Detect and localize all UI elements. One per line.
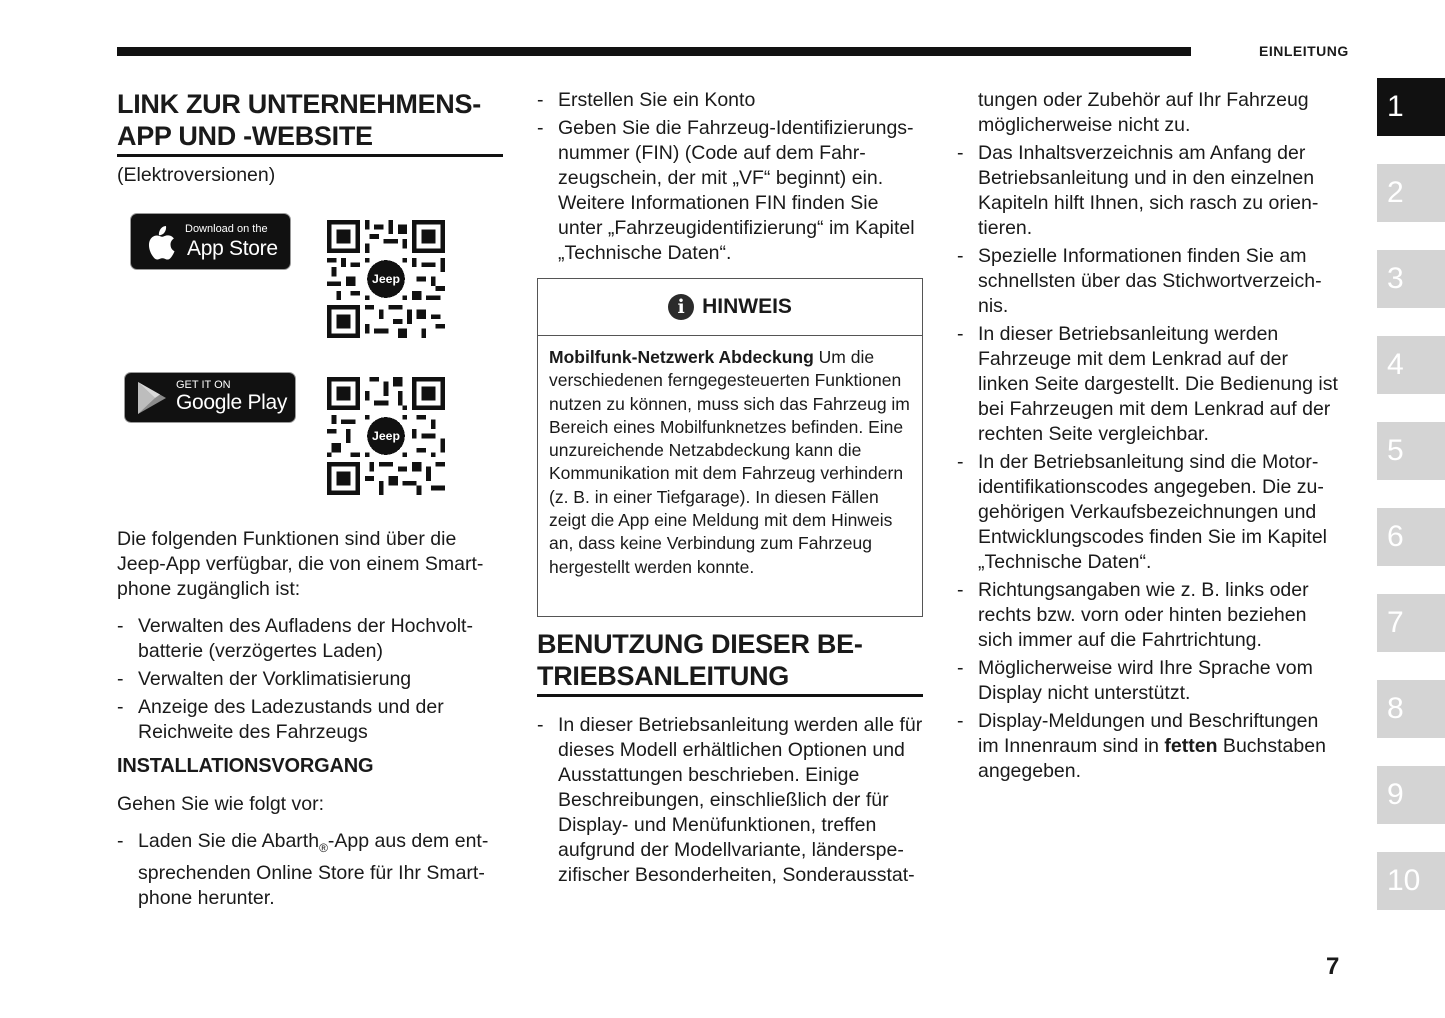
tab-chapter-10[interactable]: 10 bbox=[1377, 852, 1445, 910]
note-body bbox=[538, 336, 922, 589]
heading-line: BENUTZUNG DIESER BE- bbox=[537, 629, 863, 659]
app-store-badge[interactable] bbox=[130, 213, 291, 270]
note-box bbox=[537, 278, 923, 617]
heading-using-manual bbox=[537, 628, 923, 697]
install-step-text: Laden Sie die Abarth bbox=[138, 830, 320, 852]
continuation-text: tungen oder Zubehör auf Ihr Fahrzeug möglicherweise nicht zu. bbox=[978, 89, 1309, 136]
tab-chapter-7[interactable]: 7 bbox=[1377, 594, 1445, 652]
list-item bbox=[957, 709, 1343, 784]
google-play-small-label: GET IT ON bbox=[176, 379, 231, 391]
tab-chapter-9[interactable]: 9 bbox=[1377, 766, 1445, 824]
tab-chapter-4[interactable]: 4 bbox=[1377, 336, 1445, 394]
heading-line: LINK ZUR UNTERNEHMENS- bbox=[117, 89, 481, 119]
qr-jeep-logo: Jeep bbox=[372, 272, 400, 287]
list-item: - In der Betriebsanleitung sind die Motoridentifikationscodes angegeben. Die zugehörigen Verkaufsbezeichnungen und Entwicklungscodes finden Sie im Kapitel „Technische Daten“. bbox=[957, 450, 1343, 575]
column-2-lower bbox=[537, 628, 923, 891]
tab-chapter-6[interactable]: 6 bbox=[1377, 508, 1445, 566]
heading-installation: INSTALLATIONSVORGANG bbox=[117, 755, 374, 777]
tab-chapter-2[interactable]: 2 bbox=[1377, 164, 1445, 222]
qr-code-google-play bbox=[327, 377, 445, 495]
column-1-text bbox=[117, 527, 503, 914]
tab-chapter-1[interactable]: 1 bbox=[1377, 78, 1445, 136]
install-step-text: -App aus dem entsprechenden Online Store für Ihr Smartphone herunter. bbox=[138, 830, 489, 909]
heading-company-app bbox=[117, 88, 503, 157]
note-lead: Mobilfunk-Netzwerk Abdeckung bbox=[549, 347, 814, 367]
info-icon: i bbox=[668, 294, 694, 320]
app-store-small-label: Download on the bbox=[185, 223, 268, 235]
column-2 bbox=[537, 88, 923, 269]
list-item: - Anzeige des Ladezustands und der Reichweite des Fahrzeugs bbox=[117, 695, 503, 745]
page-number: 7 bbox=[1326, 953, 1340, 980]
list-item bbox=[117, 829, 503, 911]
list-item-text: Buchstaben angegeben. bbox=[978, 735, 1326, 782]
list-item: - In dieser Betriebsanleitung werden alle für dieses Modell erhältlichen Optionen und Ausstattungen beschrieben. Einige Beschreibungen, einschließlich der für Display- und Menüfunktionen, treffen aufgrund der Modellvariante, länderspezifischer Besonderheiten, Sonderausstat- bbox=[537, 713, 923, 888]
header-rule bbox=[117, 47, 1191, 56]
google-play-big-label: Google Play bbox=[176, 391, 288, 414]
heading-line: TRIEBSANLEITUNG bbox=[537, 661, 790, 691]
column-3 bbox=[957, 88, 1343, 787]
bold-word: fetten bbox=[1164, 735, 1218, 757]
manual-usage-list-continued bbox=[957, 141, 1343, 784]
list-item: - Spezielle Informationen finden Sie am schnellsten über das Stichwortverzeichnis. bbox=[957, 244, 1343, 319]
list-item: - Richtungsangaben wie z. B. links oder rechts bzw. vorn oder hinten beziehen sich immer auf die Fahrtrichtung. bbox=[957, 578, 1343, 653]
list-item: - Erstellen Sie ein Konto bbox=[537, 88, 923, 113]
list-item: - Geben Sie die Fahrzeug-Identifizierungsnummer (FIN) (Code auf dem Fahrzeugschein, der mit „VF“ beginnt) ein. Weitere Informationen FIN finden Sie unter „Fahrzeugidentifizierung“ im Kapitel „Technische Daten“. bbox=[537, 116, 923, 266]
qr-jeep-logo: Jeep bbox=[372, 429, 400, 444]
note-header bbox=[538, 279, 922, 336]
note-text: Um die verschiedenen ferngegesteuerten Funktionen nutzen zu können, muss sich das Fahrzeug im Bereich eines Mobilfunknetzes befinden. Eine unzureichende Netzabdeckung kann die Kommunikation mit dem Fahrzeug verhindern (z. B. in einer Tiefgarage). In diesen Fällen zeigt die App eine Meldung mit dem Hinweis an, dass keine Verbindung zum Fahrzeug hergestellt werden konnte. bbox=[549, 347, 910, 577]
functions-list bbox=[117, 614, 503, 745]
column-1 bbox=[117, 88, 503, 188]
tab-chapter-3[interactable]: 3 bbox=[1377, 250, 1445, 308]
intro-paragraph: Die folgenden Funktionen sind über die Jeep-App verfügbar, die von einem Smartphone zugänglich ist: bbox=[117, 528, 484, 600]
qr-code-app-store bbox=[327, 220, 445, 338]
manual-usage-list bbox=[537, 713, 923, 888]
list-item: - Das Inhaltsverzeichnis am Anfang der Betriebsanleitung und in den einzelnen Kapiteln hilft Ihnen, sich rasch zu orientieren. bbox=[957, 141, 1343, 241]
install-steps-list bbox=[117, 829, 503, 911]
registered-mark: ® bbox=[319, 840, 328, 855]
apple-icon bbox=[143, 223, 177, 263]
google-play-badge[interactable] bbox=[124, 372, 296, 423]
section-title: EINLEITUNG bbox=[1259, 43, 1349, 59]
install-intro: Gehen Sie wie folgt vor: bbox=[117, 793, 325, 815]
list-item: - Verwalten der Vorklimatisierung bbox=[117, 667, 503, 692]
list-item: - Verwalten des Aufladens der Hochvoltbatterie (verzögertes Laden) bbox=[117, 614, 503, 664]
app-store-big-label: App Store bbox=[187, 237, 278, 260]
list-item-text: Display-Meldungen und Beschriftungen im Innenraum sind in bbox=[978, 710, 1319, 757]
tab-chapter-5[interactable]: 5 bbox=[1377, 422, 1445, 480]
heading-line: APP UND -WEBSITE bbox=[117, 121, 373, 151]
note-title: HINWEIS bbox=[702, 295, 792, 318]
google-play-icon bbox=[136, 381, 168, 415]
tab-chapter-8[interactable]: 8 bbox=[1377, 680, 1445, 738]
list-item: - Möglicherweise wird Ihre Sprache vom Display nicht unterstützt. bbox=[957, 656, 1343, 706]
install-steps-continued bbox=[537, 88, 923, 266]
list-item: - In dieser Betriebsanleitung werden Fahrzeuge mit dem Lenkrad auf der linken Seite dargestellt. Die Bedienung ist bei Fahrzeugen mit dem Lenkrad auf der rechten Seite vergleichbar. bbox=[957, 322, 1343, 447]
subtitle-electric: (Elektroversionen) bbox=[117, 164, 276, 186]
